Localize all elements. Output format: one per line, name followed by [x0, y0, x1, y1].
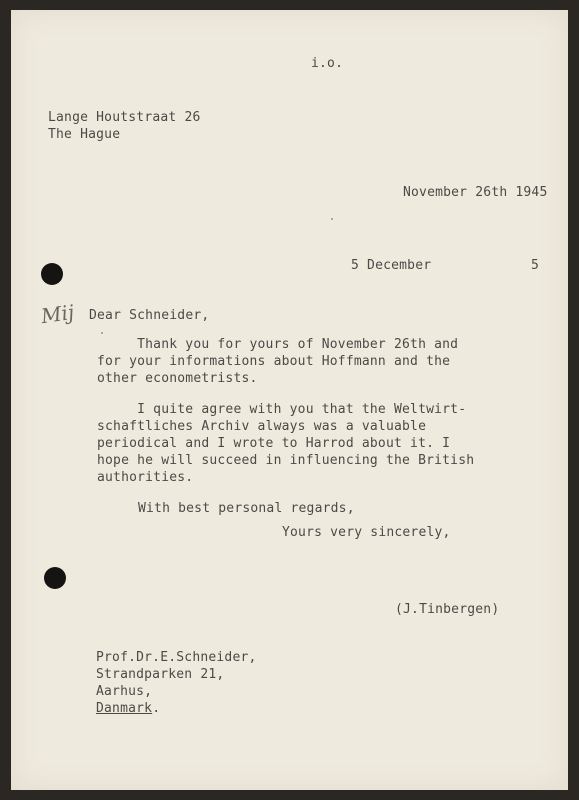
- sender-address-line-1: Lange Houtstraat 26: [48, 110, 201, 125]
- punch-hole-bottom: [44, 567, 66, 589]
- recipient-country-name: Danmark: [96, 701, 153, 716]
- sender-address-line-2: The Hague: [48, 127, 121, 142]
- date-stamp: 5 December: [351, 258, 432, 273]
- paragraph-1-line-3: other econometrists.: [97, 371, 258, 386]
- handwritten-note: Mij: [39, 299, 76, 329]
- recipient-country: [96, 701, 160, 717]
- regards-line: With best personal regards,: [138, 501, 355, 516]
- paper-speck: [101, 332, 103, 334]
- date-stamp-number: 5: [531, 258, 540, 273]
- letter-page: [11, 10, 568, 790]
- salutation: Dear Schneider,: [89, 308, 210, 323]
- paragraph-1-line-1: Thank you for yours of November 26th and: [97, 337, 459, 352]
- reference-mark: i.o.: [311, 56, 344, 71]
- paragraph-2-line-2: schaftliches Archiv always was a valuable: [97, 419, 427, 434]
- typed-signature: (J.Tinbergen): [395, 602, 500, 617]
- punch-hole-top: [41, 263, 63, 285]
- paragraph-2-line-4: hope he will succeed in influencing the British: [97, 453, 475, 468]
- recipient-country-period: .: [152, 701, 161, 716]
- recipient-address-line-2: Strandparken 21,: [96, 667, 225, 682]
- recipient-address-line-1: Prof.Dr.E.Schneider,: [96, 650, 257, 665]
- paragraph-2-line-3: periodical and I wrote to Harrod about it. I: [97, 436, 451, 451]
- letter-date: November 26th 1945: [403, 185, 548, 200]
- closing-line: Yours very sincerely,: [282, 525, 451, 540]
- paragraph-2-line-1: I quite agree with you that the Weltwirt-: [97, 402, 467, 417]
- paragraph-2-line-5: authorities.: [97, 470, 194, 485]
- recipient-address-line-3: Aarhus,: [96, 684, 153, 699]
- paper-speck: [331, 218, 333, 220]
- paragraph-1-line-2: for your informations about Hoffmann and the: [97, 354, 451, 369]
